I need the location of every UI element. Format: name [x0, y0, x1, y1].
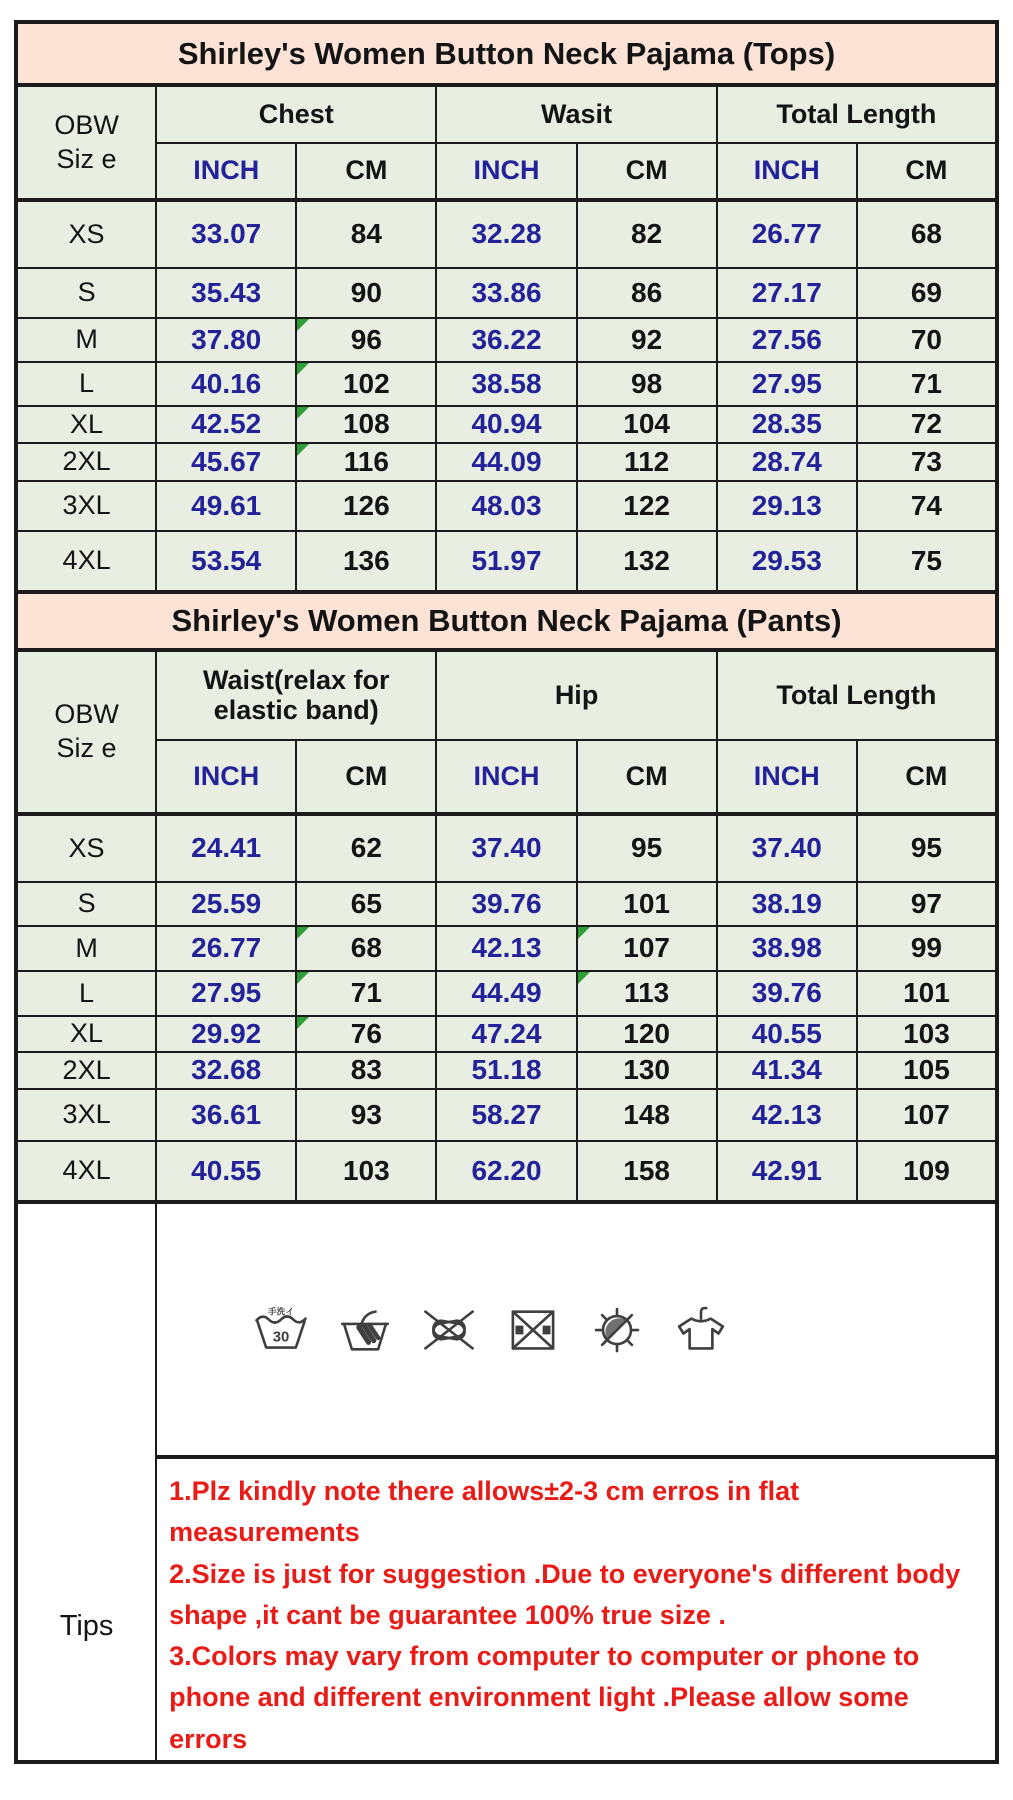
length-cm-cell: 69: [857, 268, 997, 318]
unit-inch-label: INCH: [717, 740, 857, 814]
length-inch-cell: 38.98: [717, 926, 857, 971]
chest-cm-cell: 102: [296, 362, 436, 406]
hip-inch-cell: 62.20: [436, 1141, 576, 1202]
waist-inch-cell: 36.61: [156, 1089, 296, 1141]
length-inch-cell: 42.13: [717, 1089, 857, 1141]
length-cm-cell: 103: [857, 1016, 997, 1052]
size-cell: S: [16, 268, 156, 318]
length-inch-cell: 28.74: [717, 443, 857, 481]
unit-cm-label: CM: [577, 143, 717, 200]
waist-cm-cell: 122: [577, 481, 717, 531]
chest-inch-cell: 42.52: [156, 406, 296, 443]
tops-title-row: [16, 22, 997, 85]
unit-cm-label: CM: [296, 740, 436, 814]
waist-cm-cell: 76: [296, 1016, 436, 1052]
pants-group-waist: Waist(relax for elastic band): [156, 650, 436, 740]
table-row: [16, 1052, 997, 1089]
hip-cm-cell: 120: [577, 1016, 717, 1052]
length-cm-cell: 72: [857, 406, 997, 443]
waist-cm-cell: 132: [577, 531, 717, 592]
waist-inch-cell: 33.86: [436, 268, 576, 318]
table-row: [16, 406, 997, 443]
hip-inch-cell: 58.27: [436, 1089, 576, 1141]
hip-inch-cell: 42.13: [436, 926, 576, 971]
table-row: [16, 362, 997, 406]
size-cell: 3XL: [16, 481, 156, 531]
waist-inch-cell: 38.58: [436, 362, 576, 406]
length-inch-cell: 41.34: [717, 1052, 857, 1089]
table-row: [16, 1141, 997, 1202]
waist-cm-cell: 65: [296, 882, 436, 926]
do-not-sun-dry-icon: [589, 1302, 645, 1358]
size-cell: 3XL: [16, 1089, 156, 1141]
waist-inch-cell: 51.97: [436, 531, 576, 592]
hang-to-dry-icon: [673, 1302, 729, 1358]
length-cm-cell: 74: [857, 481, 997, 531]
hip-cm-cell: 113: [577, 971, 717, 1016]
waist-cm-cell: 103: [296, 1141, 436, 1202]
length-cm-cell: 75: [857, 531, 997, 592]
chest-inch-cell: 35.43: [156, 268, 296, 318]
length-inch-cell: 42.91: [717, 1141, 857, 1202]
unit-inch-label: INCH: [156, 143, 296, 200]
care-icons-group: [157, 1302, 995, 1358]
size-cell: XS: [16, 814, 156, 882]
chest-inch-cell: 45.67: [156, 443, 296, 481]
tops-size-column-header: [16, 85, 156, 200]
size-cell: L: [16, 971, 156, 1016]
tips-line-2: 2.Size is just for suggestion .Due to everyone's different body shape ,it cant be guarantee 100% true size .: [169, 1558, 961, 1630]
length-inch-cell: 37.40: [717, 814, 857, 882]
care-icons-cell: [156, 1202, 997, 1457]
pants-size-column-header: [16, 650, 156, 814]
waist-cm-cell: 92: [577, 318, 717, 362]
waist-inch-cell: 32.68: [156, 1052, 296, 1089]
tops-group-total-length: Total Length: [717, 85, 997, 143]
waist-inch-cell: 48.03: [436, 481, 576, 531]
table-row: [16, 531, 997, 592]
size-cell: 2XL: [16, 1052, 156, 1089]
length-inch-cell: 40.55: [717, 1016, 857, 1052]
tops-group-waist: Wasit: [436, 85, 716, 143]
pants-group-total-length: Total Length: [717, 650, 997, 740]
tops-title: Shirley's Women Button Neck Pajama (Tops): [16, 22, 997, 85]
tips-line-3: 3.Colors may vary from computer to computer or phone to phone and different environment light .Please allow some errors: [169, 1641, 920, 1754]
tops-group-header-row: [16, 85, 997, 143]
hip-cm-cell: 101: [577, 882, 717, 926]
pants-group-hip: Hip: [436, 650, 716, 740]
hip-inch-cell: 39.76: [436, 882, 576, 926]
length-inch-cell: 38.19: [717, 882, 857, 926]
length-cm-cell: 105: [857, 1052, 997, 1089]
table-row: [16, 882, 997, 926]
length-inch-cell: 39.76: [717, 971, 857, 1016]
waist-inch-cell: 24.41: [156, 814, 296, 882]
hip-inch-cell: 37.40: [436, 814, 576, 882]
waist-cm-cell: 71: [296, 971, 436, 1016]
waist-cm-cell: 93: [296, 1089, 436, 1141]
tips-label: Tips: [16, 1202, 156, 1762]
chest-cm-cell: 108: [296, 406, 436, 443]
waist-inch-cell: 32.28: [436, 200, 576, 268]
size-cell: 4XL: [16, 531, 156, 592]
size-header-line1: OBW: [54, 699, 119, 730]
table-row: [16, 971, 997, 1016]
chest-inch-cell: 53.54: [156, 531, 296, 592]
chest-inch-cell: 33.07: [156, 200, 296, 268]
size-cell: 2XL: [16, 443, 156, 481]
hip-cm-cell: 95: [577, 814, 717, 882]
size-cell: M: [16, 926, 156, 971]
waist-inch-cell: 40.94: [436, 406, 576, 443]
waist-cm-cell: 83: [296, 1052, 436, 1089]
waist-cm-cell: 82: [577, 200, 717, 268]
size-header-line2: Siz e: [56, 733, 117, 763]
waist-cm-cell: 104: [577, 406, 717, 443]
chest-inch-cell: 40.16: [156, 362, 296, 406]
table-row: [16, 481, 997, 531]
size-cell: S: [16, 882, 156, 926]
wash-temp-label: 30: [272, 1328, 290, 1345]
wash-chars-label: 手洗イ: [267, 1305, 295, 1316]
length-inch-cell: 29.13: [717, 481, 857, 531]
waist-inch-cell: 27.95: [156, 971, 296, 1016]
chest-cm-cell: 96: [296, 318, 436, 362]
length-inch-cell: 27.56: [717, 318, 857, 362]
waist-inch-cell: 25.59: [156, 882, 296, 926]
waist-cm-cell: 112: [577, 443, 717, 481]
unit-inch-label: INCH: [436, 143, 576, 200]
hip-cm-cell: 107: [577, 926, 717, 971]
size-cell: 4XL: [16, 1141, 156, 1202]
length-cm-cell: 95: [857, 814, 997, 882]
tips-text: [156, 1457, 997, 1762]
waist-inch-cell: 44.09: [436, 443, 576, 481]
table-row: [16, 443, 997, 481]
chest-cm-cell: 126: [296, 481, 436, 531]
length-inch-cell: 27.17: [717, 268, 857, 318]
length-inch-cell: 29.53: [717, 531, 857, 592]
size-chart-table: [14, 20, 999, 1764]
unit-cm-label: CM: [296, 143, 436, 200]
unit-cm-label: CM: [857, 740, 997, 814]
length-cm-cell: 70: [857, 318, 997, 362]
pants-units-row: [16, 740, 997, 814]
size-cell: XL: [16, 1016, 156, 1052]
length-cm-cell: 107: [857, 1089, 997, 1141]
hip-inch-cell: 47.24: [436, 1016, 576, 1052]
chest-cm-cell: 90: [296, 268, 436, 318]
unit-inch-label: INCH: [156, 740, 296, 814]
length-cm-cell: 73: [857, 443, 997, 481]
length-cm-cell: 101: [857, 971, 997, 1016]
tips-line-1: 1.Plz kindly note there allows±2-3 cm erros in flat measurements: [169, 1476, 800, 1548]
length-cm-cell: 97: [857, 882, 997, 926]
table-row: [16, 268, 997, 318]
unit-cm-label: CM: [857, 143, 997, 200]
unit-inch-label: INCH: [717, 143, 857, 200]
waist-inch-cell: 26.77: [156, 926, 296, 971]
chest-cm-cell: 136: [296, 531, 436, 592]
length-cm-cell: 99: [857, 926, 997, 971]
chest-cm-cell: 84: [296, 200, 436, 268]
size-cell: L: [16, 362, 156, 406]
do-not-tumble-dry-icon: [505, 1302, 561, 1358]
length-cm-cell: 71: [857, 362, 997, 406]
size-header-line1: OBW: [54, 109, 119, 140]
size-header-line2: Siz e: [56, 143, 117, 174]
table-row: [16, 318, 997, 362]
chest-cm-cell: 116: [296, 443, 436, 481]
table-row: [16, 1089, 997, 1141]
length-inch-cell: 27.95: [717, 362, 857, 406]
waist-cm-cell: 98: [577, 362, 717, 406]
hip-cm-cell: 158: [577, 1141, 717, 1202]
chest-inch-cell: 37.80: [156, 318, 296, 362]
table-row: [16, 200, 997, 268]
size-cell: M: [16, 318, 156, 362]
waist-cm-cell: 68: [296, 926, 436, 971]
hip-cm-cell: 130: [577, 1052, 717, 1089]
length-cm-cell: 109: [857, 1141, 997, 1202]
waist-cm-cell: 62: [296, 814, 436, 882]
hip-inch-cell: 51.18: [436, 1052, 576, 1089]
tops-group-chest: Chest: [156, 85, 436, 143]
care-icons-row: [16, 1202, 997, 1457]
table-row: [16, 926, 997, 971]
hand-wash-basin-icon: [337, 1302, 393, 1358]
do-not-wring-icon: [421, 1302, 477, 1358]
hand-wash-30-icon: [253, 1302, 309, 1358]
pants-group-header-row: [16, 650, 997, 740]
hip-inch-cell: 44.49: [436, 971, 576, 1016]
table-row: [16, 814, 997, 882]
waist-cm-cell: 86: [577, 268, 717, 318]
unit-inch-label: INCH: [436, 740, 576, 814]
tips-text-row: [16, 1457, 997, 1762]
pants-title-row: [16, 592, 997, 650]
length-inch-cell: 28.35: [717, 406, 857, 443]
chest-inch-cell: 49.61: [156, 481, 296, 531]
size-cell: XS: [16, 200, 156, 268]
waist-inch-cell: 40.55: [156, 1141, 296, 1202]
length-inch-cell: 26.77: [717, 200, 857, 268]
tops-units-row: [16, 143, 997, 200]
pants-title: Shirley's Women Button Neck Pajama (Pants): [16, 592, 997, 650]
unit-cm-label: CM: [577, 740, 717, 814]
table-row: [16, 1016, 997, 1052]
waist-inch-cell: 36.22: [436, 318, 576, 362]
size-cell: XL: [16, 406, 156, 443]
hip-cm-cell: 148: [577, 1089, 717, 1141]
waist-inch-cell: 29.92: [156, 1016, 296, 1052]
length-cm-cell: 68: [857, 200, 997, 268]
